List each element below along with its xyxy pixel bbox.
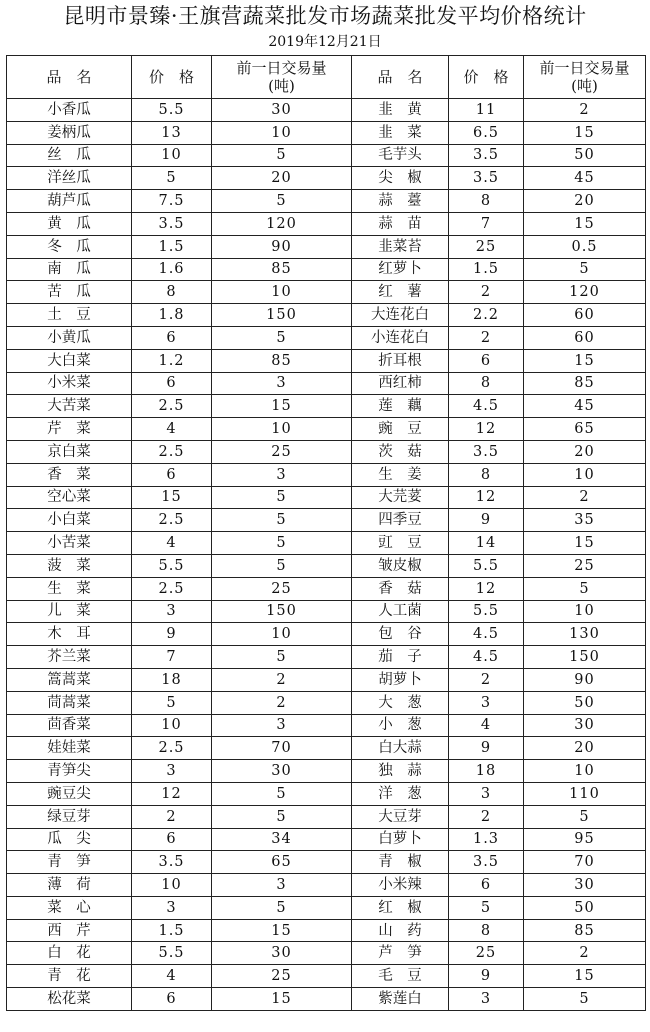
item-volume-left: 3 [212, 714, 352, 737]
item-name-right: 大连花白 [352, 304, 449, 327]
item-volume-left: 3 [212, 463, 352, 486]
item-price-right: 1.3 [449, 828, 524, 851]
item-name-left: 南 瓜 [7, 258, 132, 281]
item-volume-right: 25 [524, 554, 646, 577]
item-volume-left: 5 [212, 532, 352, 555]
item-price-left: 3.5 [132, 212, 212, 235]
item-volume-left: 2 [212, 668, 352, 691]
item-volume-left: 5 [212, 782, 352, 805]
item-price-left: 10 [132, 874, 212, 897]
item-volume-right: 85 [524, 919, 646, 942]
item-name-right: 红 椒 [352, 896, 449, 919]
item-name-left: 青 花 [7, 965, 132, 988]
header-name-right: 品 名 [352, 56, 449, 99]
item-name-left: 小黄瓜 [7, 326, 132, 349]
item-name-right: 芦 笋 [352, 942, 449, 965]
item-name-left: 绿豆芽 [7, 805, 132, 828]
item-price-left: 5.5 [132, 942, 212, 965]
table-row [7, 988, 646, 1011]
table-row [7, 121, 646, 144]
item-price-right: 3 [449, 988, 524, 1011]
item-volume-right: 0.5 [524, 235, 646, 258]
item-price-left: 6 [132, 828, 212, 851]
item-price-right: 11 [449, 99, 524, 122]
item-volume-left: 5 [212, 509, 352, 532]
table-row [7, 486, 646, 509]
item-volume-right: 30 [524, 874, 646, 897]
item-name-left: 生 菜 [7, 577, 132, 600]
item-price-right: 3.5 [449, 144, 524, 167]
item-name-right: 茄 子 [352, 646, 449, 669]
item-price-left: 4 [132, 418, 212, 441]
item-name-right: 皱皮椒 [352, 554, 449, 577]
table-row [7, 577, 646, 600]
table-row [7, 919, 646, 942]
item-name-right: 毛芋头 [352, 144, 449, 167]
item-volume-left: 30 [212, 942, 352, 965]
table-row [7, 509, 646, 532]
table-row [7, 600, 646, 623]
item-price-left: 3 [132, 760, 212, 783]
item-volume-right: 5 [524, 988, 646, 1011]
item-volume-left: 15 [212, 988, 352, 1011]
item-name-left: 芥兰菜 [7, 646, 132, 669]
item-volume-right: 110 [524, 782, 646, 805]
table-row [7, 623, 646, 646]
item-volume-right: 30 [524, 714, 646, 737]
item-price-right: 4 [449, 714, 524, 737]
item-price-right: 12 [449, 486, 524, 509]
item-volume-right: 5 [524, 805, 646, 828]
item-name-left: 青 笋 [7, 851, 132, 874]
item-volume-right: 60 [524, 326, 646, 349]
item-volume-left: 5 [212, 805, 352, 828]
item-name-right: 香 菇 [352, 577, 449, 600]
item-price-right: 4.5 [449, 623, 524, 646]
item-name-right: 人工菌 [352, 600, 449, 623]
item-volume-right: 85 [524, 372, 646, 395]
item-volume-right: 60 [524, 304, 646, 327]
item-volume-right: 95 [524, 828, 646, 851]
item-volume-left: 5 [212, 486, 352, 509]
item-name-left: 冬 瓜 [7, 235, 132, 258]
table-row [7, 304, 646, 327]
item-name-right: 红 薯 [352, 281, 449, 304]
table-row [7, 805, 646, 828]
item-price-left: 2.5 [132, 395, 212, 418]
item-name-left: 姜柄瓜 [7, 121, 132, 144]
item-name-right: 大豆芽 [352, 805, 449, 828]
item-price-left: 3 [132, 896, 212, 919]
item-price-right: 12 [449, 577, 524, 600]
item-volume-left: 25 [212, 577, 352, 600]
item-name-right: 白萝卜 [352, 828, 449, 851]
table-row [7, 646, 646, 669]
item-volume-right: 20 [524, 737, 646, 760]
item-volume-right: 15 [524, 532, 646, 555]
item-volume-left: 65 [212, 851, 352, 874]
item-volume-left: 5 [212, 896, 352, 919]
item-volume-right: 15 [524, 121, 646, 144]
table-row [7, 395, 646, 418]
item-name-left: 菠 菜 [7, 554, 132, 577]
table-row [7, 942, 646, 965]
table-row [7, 418, 646, 441]
table-row [7, 965, 646, 988]
item-price-right: 4.5 [449, 646, 524, 669]
item-name-left: 茴香菜 [7, 714, 132, 737]
item-price-right: 5.5 [449, 600, 524, 623]
item-volume-right: 2 [524, 99, 646, 122]
item-volume-left: 5 [212, 190, 352, 213]
item-price-right: 3 [449, 691, 524, 714]
item-volume-right: 130 [524, 623, 646, 646]
item-price-left: 8 [132, 281, 212, 304]
table-row [7, 554, 646, 577]
item-name-left: 豌豆尖 [7, 782, 132, 805]
item-price-right: 6 [449, 349, 524, 372]
item-name-right: 大 葱 [352, 691, 449, 714]
item-volume-left: 30 [212, 99, 352, 122]
item-name-left: 黄 瓜 [7, 212, 132, 235]
item-name-left: 大白菜 [7, 349, 132, 372]
item-price-right: 2 [449, 805, 524, 828]
item-price-right: 1.5 [449, 258, 524, 281]
item-price-right: 9 [449, 509, 524, 532]
item-name-right: 小连花白 [352, 326, 449, 349]
table-body [7, 99, 646, 1011]
item-price-left: 13 [132, 121, 212, 144]
item-price-left: 4 [132, 532, 212, 555]
item-name-left: 青笋尖 [7, 760, 132, 783]
item-name-left: 薄 荷 [7, 874, 132, 897]
item-volume-left: 10 [212, 418, 352, 441]
item-name-right: 折耳根 [352, 349, 449, 372]
item-volume-left: 120 [212, 212, 352, 235]
item-volume-left: 70 [212, 737, 352, 760]
item-price-right: 3.5 [449, 440, 524, 463]
item-price-right: 14 [449, 532, 524, 555]
item-price-right: 12 [449, 418, 524, 441]
table-row [7, 851, 646, 874]
item-volume-left: 10 [212, 623, 352, 646]
item-volume-right: 65 [524, 418, 646, 441]
item-volume-right: 5 [524, 258, 646, 281]
item-name-left: 丝 瓜 [7, 144, 132, 167]
item-volume-left: 85 [212, 258, 352, 281]
item-volume-left: 10 [212, 281, 352, 304]
item-price-left: 2.5 [132, 737, 212, 760]
item-price-left: 2.5 [132, 577, 212, 600]
item-volume-left: 3 [212, 372, 352, 395]
item-name-left: 儿 菜 [7, 600, 132, 623]
item-volume-left: 2 [212, 691, 352, 714]
item-name-left: 芹 菜 [7, 418, 132, 441]
item-name-left: 葫芦瓜 [7, 190, 132, 213]
item-price-left: 6 [132, 372, 212, 395]
item-name-left: 娃娃菜 [7, 737, 132, 760]
item-price-right: 8 [449, 372, 524, 395]
item-volume-right: 10 [524, 463, 646, 486]
table-row [7, 463, 646, 486]
item-price-left: 1.2 [132, 349, 212, 372]
item-price-left: 10 [132, 714, 212, 737]
table-row [7, 782, 646, 805]
item-price-left: 1.5 [132, 919, 212, 942]
item-name-right: 小 葱 [352, 714, 449, 737]
table-row [7, 326, 646, 349]
table-row [7, 532, 646, 555]
item-volume-left: 85 [212, 349, 352, 372]
item-name-right: 四季豆 [352, 509, 449, 532]
item-name-right: 豇 豆 [352, 532, 449, 555]
item-volume-right: 45 [524, 167, 646, 190]
item-volume-right: 20 [524, 440, 646, 463]
table-row [7, 691, 646, 714]
item-volume-right: 50 [524, 144, 646, 167]
item-name-left: 茼蒿菜 [7, 691, 132, 714]
header-volume-title: 前一日交易量 [236, 59, 327, 77]
item-name-left: 土 豆 [7, 304, 132, 327]
item-price-left: 7 [132, 646, 212, 669]
item-name-right: 青 椒 [352, 851, 449, 874]
item-volume-right: 15 [524, 212, 646, 235]
header-volume-title: 前一日交易量 [539, 59, 630, 77]
item-price-left: 6 [132, 463, 212, 486]
table-row [7, 874, 646, 897]
item-price-right: 3.5 [449, 851, 524, 874]
item-name-right: 韭 菜 [352, 121, 449, 144]
item-volume-right: 15 [524, 349, 646, 372]
item-name-right: 蒜 苗 [352, 212, 449, 235]
item-price-left: 2.5 [132, 440, 212, 463]
item-name-right: 大芫荽 [352, 486, 449, 509]
item-price-right: 2.2 [449, 304, 524, 327]
header-volume-right [524, 56, 646, 99]
item-name-right: 山 药 [352, 919, 449, 942]
item-price-right: 8 [449, 190, 524, 213]
table-row [7, 668, 646, 691]
item-name-right: 包 谷 [352, 623, 449, 646]
item-volume-right: 50 [524, 691, 646, 714]
item-price-right: 2 [449, 281, 524, 304]
item-name-left: 苦 瓜 [7, 281, 132, 304]
item-name-right: 洋 葱 [352, 782, 449, 805]
item-price-left: 5 [132, 167, 212, 190]
table-row [7, 896, 646, 919]
item-name-right: 独 蒜 [352, 760, 449, 783]
item-volume-right: 50 [524, 896, 646, 919]
item-name-right: 韭 黄 [352, 99, 449, 122]
table-row [7, 828, 646, 851]
table-row [7, 440, 646, 463]
item-price-left: 3 [132, 600, 212, 623]
header-price-left: 价 格 [132, 56, 212, 99]
item-price-right: 3.5 [449, 167, 524, 190]
item-price-left: 5.5 [132, 99, 212, 122]
item-price-right: 25 [449, 235, 524, 258]
item-price-left: 5.5 [132, 554, 212, 577]
item-volume-left: 20 [212, 167, 352, 190]
item-volume-left: 15 [212, 395, 352, 418]
item-volume-left: 25 [212, 440, 352, 463]
item-price-left: 2.5 [132, 509, 212, 532]
item-price-left: 7.5 [132, 190, 212, 213]
item-price-left: 6 [132, 326, 212, 349]
table-row [7, 99, 646, 122]
table-row [7, 714, 646, 737]
item-price-right: 3 [449, 782, 524, 805]
table-row [7, 167, 646, 190]
item-price-left: 6 [132, 988, 212, 1011]
item-name-left: 大苦菜 [7, 395, 132, 418]
item-name-right: 生 姜 [352, 463, 449, 486]
item-price-left: 1.6 [132, 258, 212, 281]
item-name-left: 白 花 [7, 942, 132, 965]
item-volume-left: 5 [212, 326, 352, 349]
item-price-left: 10 [132, 144, 212, 167]
item-price-right: 4.5 [449, 395, 524, 418]
item-name-right: 紫莲白 [352, 988, 449, 1011]
item-price-left: 1.5 [132, 235, 212, 258]
item-name-left: 小苦菜 [7, 532, 132, 555]
item-name-left: 香 菜 [7, 463, 132, 486]
item-price-right: 9 [449, 965, 524, 988]
item-volume-right: 15 [524, 965, 646, 988]
item-name-left: 松花菜 [7, 988, 132, 1011]
header-volume-unit: (吨) [571, 77, 598, 95]
item-price-right: 2 [449, 668, 524, 691]
item-price-left: 15 [132, 486, 212, 509]
item-volume-left: 5 [212, 554, 352, 577]
table-row [7, 760, 646, 783]
header-volume-unit: (吨) [268, 77, 295, 95]
item-price-right: 6 [449, 874, 524, 897]
item-name-right: 毛 豆 [352, 965, 449, 988]
item-volume-right: 10 [524, 600, 646, 623]
item-price-left: 1.8 [132, 304, 212, 327]
item-price-left: 5 [132, 691, 212, 714]
item-name-right: 小米辣 [352, 874, 449, 897]
item-volume-left: 10 [212, 121, 352, 144]
header-price-right: 价 格 [449, 56, 524, 99]
item-name-right: 韭菜苔 [352, 235, 449, 258]
item-volume-right: 5 [524, 577, 646, 600]
table-header [7, 56, 646, 99]
item-volume-right: 35 [524, 509, 646, 532]
item-volume-left: 15 [212, 919, 352, 942]
item-price-right: 5 [449, 896, 524, 919]
item-name-left: 京白菜 [7, 440, 132, 463]
item-name-right: 尖 椒 [352, 167, 449, 190]
item-volume-left: 150 [212, 600, 352, 623]
item-price-left: 3.5 [132, 851, 212, 874]
item-name-left: 洋丝瓜 [7, 167, 132, 190]
item-volume-right: 2 [524, 942, 646, 965]
item-price-left: 9 [132, 623, 212, 646]
item-volume-right: 120 [524, 281, 646, 304]
table-row [7, 737, 646, 760]
item-name-right: 蒜 薹 [352, 190, 449, 213]
item-volume-right: 90 [524, 668, 646, 691]
item-price-right: 7 [449, 212, 524, 235]
item-name-right: 莲 藕 [352, 395, 449, 418]
table-row [7, 281, 646, 304]
item-name-left: 小香瓜 [7, 99, 132, 122]
item-name-left: 小白菜 [7, 509, 132, 532]
item-volume-left: 90 [212, 235, 352, 258]
item-price-left: 4 [132, 965, 212, 988]
item-name-left: 空心菜 [7, 486, 132, 509]
item-name-left: 小米菜 [7, 372, 132, 395]
item-volume-left: 34 [212, 828, 352, 851]
item-volume-right: 20 [524, 190, 646, 213]
item-price-right: 8 [449, 919, 524, 942]
item-volume-right: 10 [524, 760, 646, 783]
item-name-right: 胡萝卜 [352, 668, 449, 691]
item-price-right: 18 [449, 760, 524, 783]
header-name-left: 品 名 [7, 56, 132, 99]
item-price-right: 5.5 [449, 554, 524, 577]
item-name-right: 豌 豆 [352, 418, 449, 441]
item-price-right: 9 [449, 737, 524, 760]
item-name-right: 茨 菇 [352, 440, 449, 463]
report-date: 2019年12月21日 [268, 34, 382, 50]
item-price-left: 18 [132, 668, 212, 691]
item-volume-right: 150 [524, 646, 646, 669]
header-volume-left [212, 56, 352, 99]
item-price-right: 8 [449, 463, 524, 486]
item-name-left: 篙蒿菜 [7, 668, 132, 691]
item-price-right: 6.5 [449, 121, 524, 144]
item-name-right: 红萝卜 [352, 258, 449, 281]
item-name-right: 西红柿 [352, 372, 449, 395]
item-volume-left: 3 [212, 874, 352, 897]
item-volume-left: 30 [212, 760, 352, 783]
item-volume-left: 150 [212, 304, 352, 327]
table-row [7, 190, 646, 213]
item-volume-right: 45 [524, 395, 646, 418]
table-row [7, 235, 646, 258]
item-name-left: 木 耳 [7, 623, 132, 646]
item-price-right: 2 [449, 326, 524, 349]
table-row [7, 372, 646, 395]
table-row [7, 144, 646, 167]
price-table [6, 55, 646, 1011]
item-volume-left: 5 [212, 646, 352, 669]
header-row [7, 56, 646, 99]
item-name-left: 西 芹 [7, 919, 132, 942]
item-price-right: 25 [449, 942, 524, 965]
table-row [7, 349, 646, 372]
table-row [7, 212, 646, 235]
item-name-left: 菜 心 [7, 896, 132, 919]
item-volume-right: 2 [524, 486, 646, 509]
table-row [7, 258, 646, 281]
item-volume-left: 5 [212, 144, 352, 167]
item-name-left: 瓜 尖 [7, 828, 132, 851]
item-volume-left: 25 [212, 965, 352, 988]
item-name-right: 白大蒜 [352, 737, 449, 760]
item-price-left: 2 [132, 805, 212, 828]
item-volume-right: 70 [524, 851, 646, 874]
item-price-left: 12 [132, 782, 212, 805]
page-title: 昆明市景臻·王旗营蔬菜批发市场蔬菜批发平均价格统计 [63, 4, 587, 28]
